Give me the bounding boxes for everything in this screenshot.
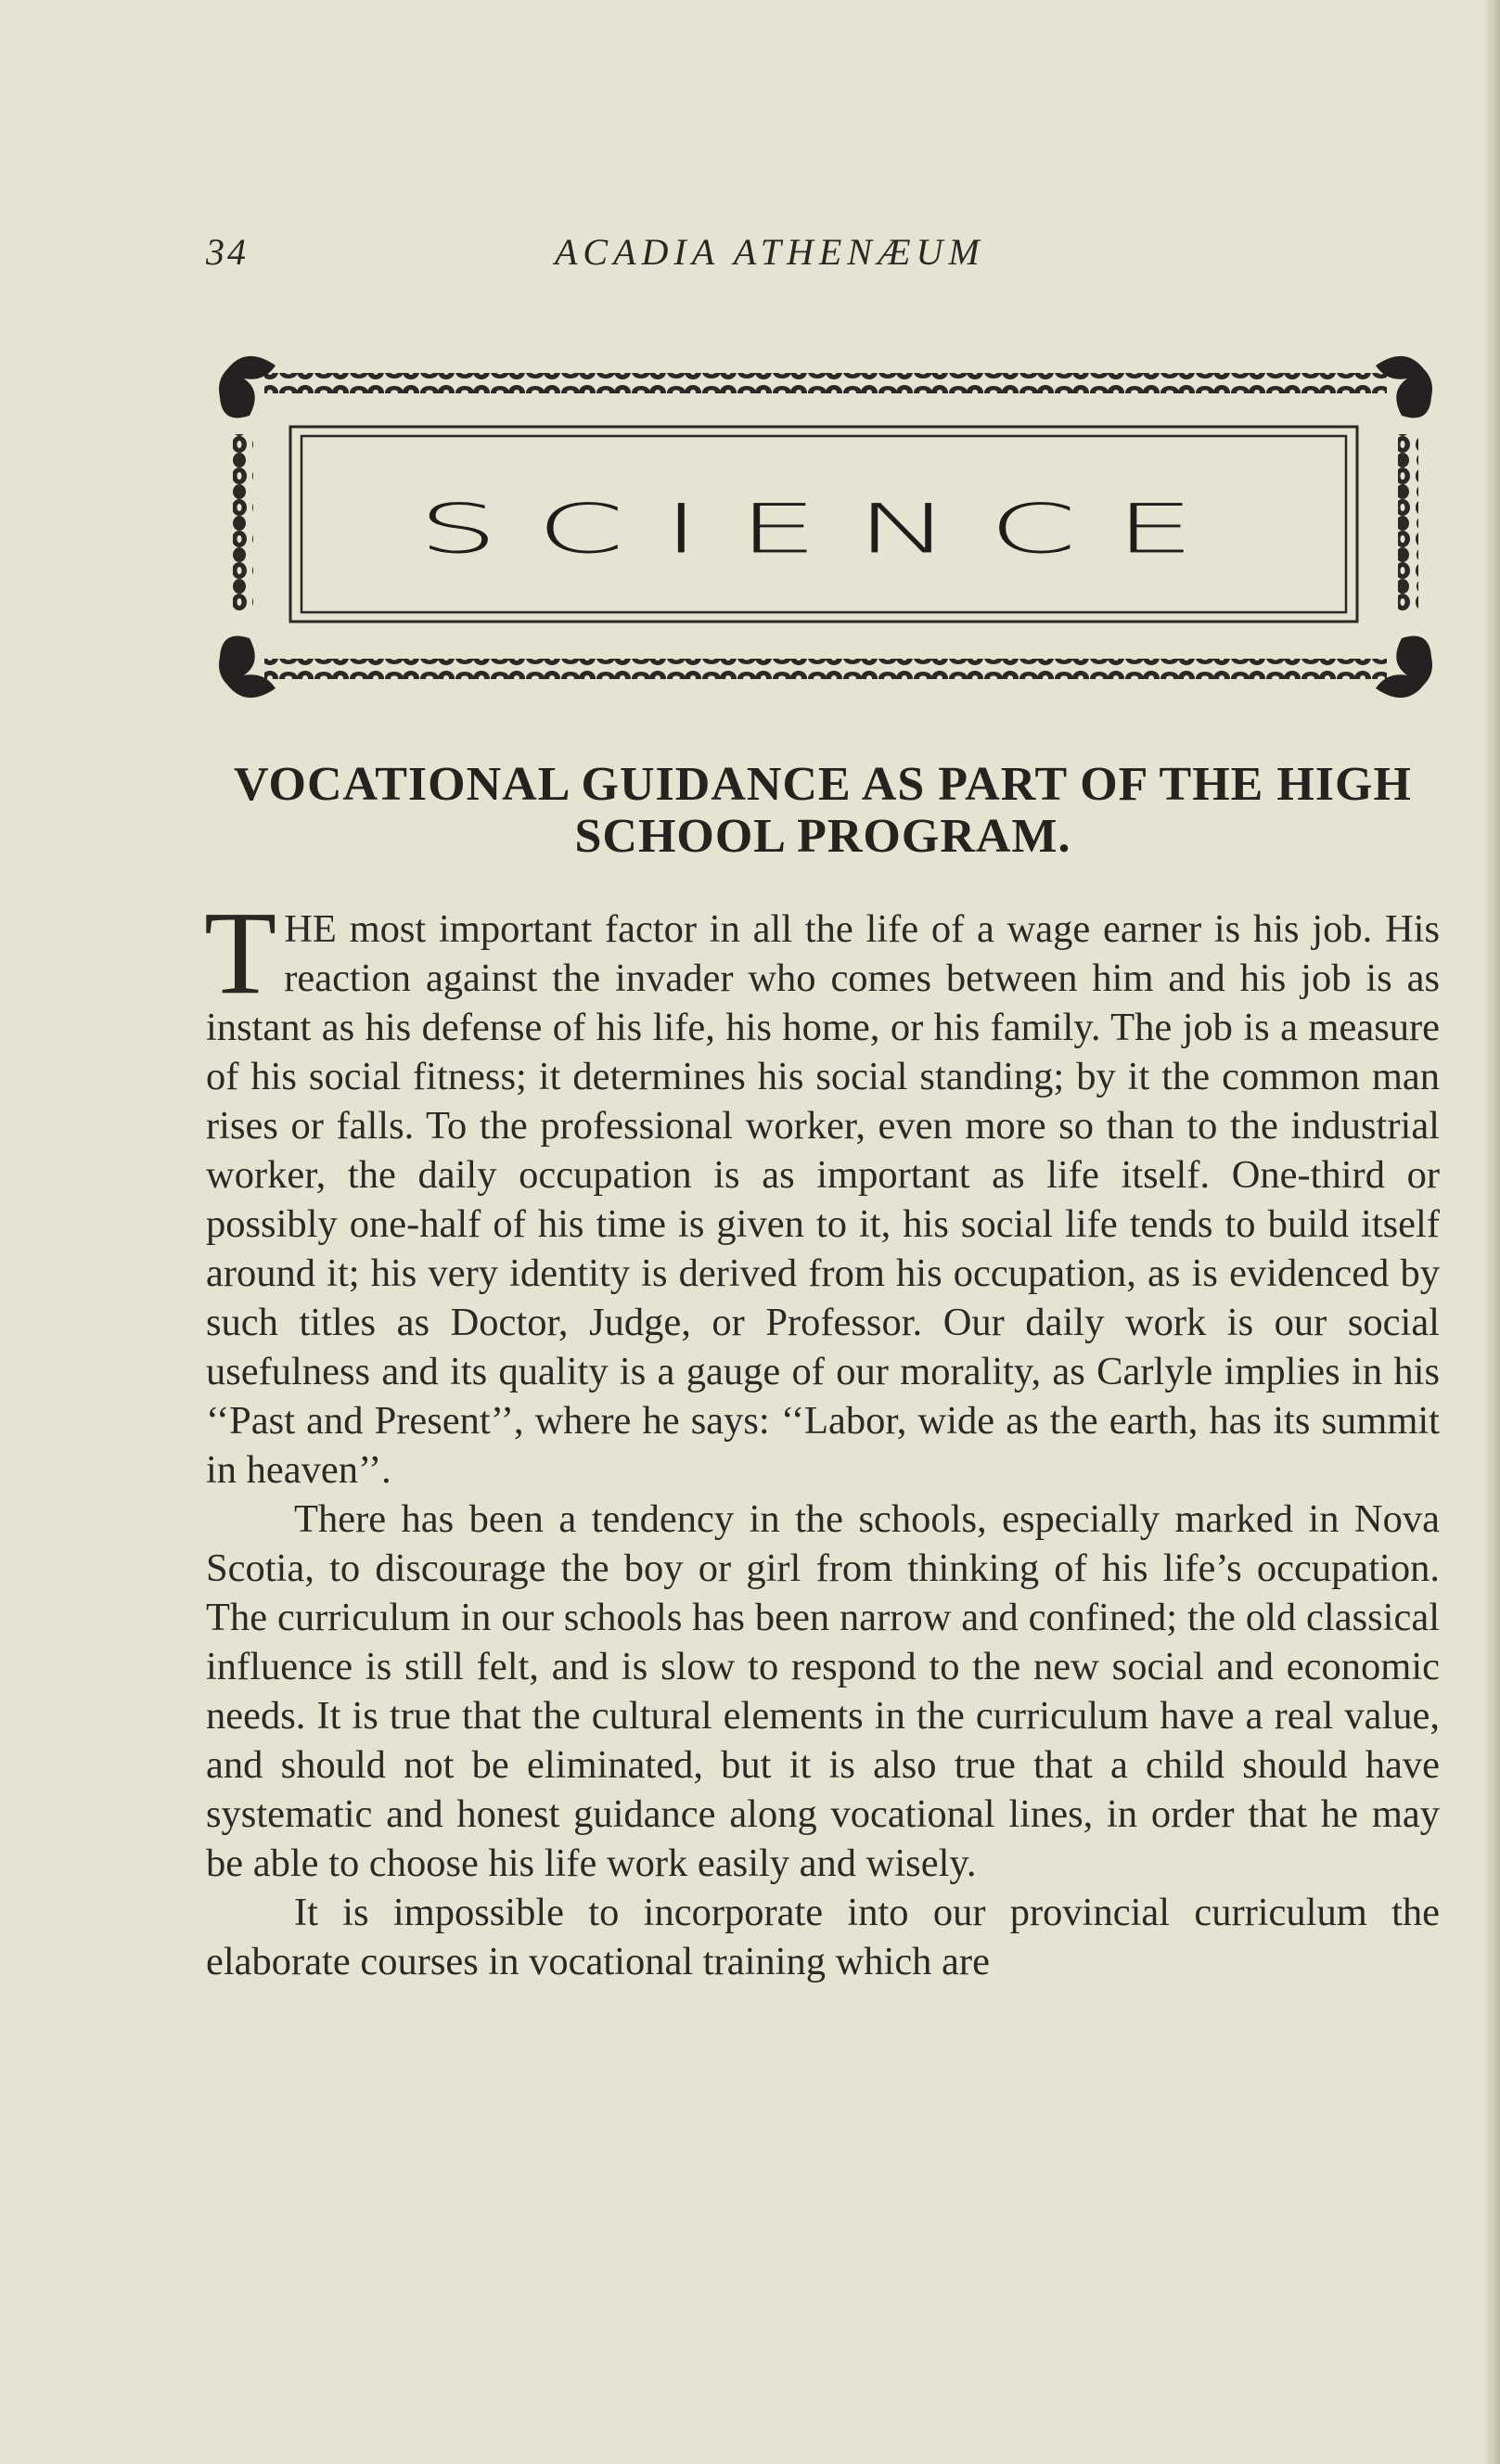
drop-cap: T bbox=[204, 887, 277, 1019]
running-head bbox=[206, 230, 1440, 286]
page-number: 34 bbox=[206, 231, 249, 273]
bottom-chain-ornament bbox=[264, 659, 1387, 679]
page-edge bbox=[1483, 0, 1500, 2464]
article-title: VOCATIONAL GUIDANCE AS PART OF THE HIGH SCHOOL PROGRAM. bbox=[234, 758, 1412, 863]
article-body bbox=[204, 887, 1440, 1986]
journal-title: ACADIA ATHENÆUM bbox=[555, 231, 985, 273]
paragraph-3: It is impossible to incorporate into our provincial curriculum the elaborate courses in vocational training which are bbox=[206, 1891, 1440, 1983]
section-title: SCIENCE bbox=[417, 489, 1234, 569]
paragraph-1-text: HE most important factor in all the life of a wage earner is his job. His reaction against the invader who comes between him and his job is as instant as his defense of his life, his home, or his family. The job is a measure of his social fitness; it determines his social standing; by it the common man rises or falls. To the professional worker, even more so than to the industrial worker, the daily occupation is as important as life itself. One-third or possibly one-half of his time is given to it, his social life tends to build itself around it; his very identity is derived from his occupation, as is evidenced by such titles as Doctor, Judge, or Professor. Our daily work is our social usefulness and its quality is a gauge of our morality, as Carlyle implies in his ‘‘Past and Present’’, where he says: ‘‘Labor, wide as the earth, has its summit in heaven’’. bbox=[206, 907, 1440, 1492]
paragraph-2: There has been a tendency in the schools, especially marked in Nova Scotia, to discourage the boy or girl from thinking of his life’s occupation. The curriculum in our schools has been narrow and confined; the old classical influence is still felt, and is slow to respond to the new social and economic needs. It is true that the cultural elements in the curriculum have a real value, and should not be eliminated, but it is also true that a child should have systematic and honest guidance along vocational lines, in order that he may be able to choose his life work easily and wisely. bbox=[206, 1497, 1440, 1885]
paragraph-1 bbox=[204, 887, 1440, 1495]
top-chain-ornament bbox=[264, 373, 1387, 393]
